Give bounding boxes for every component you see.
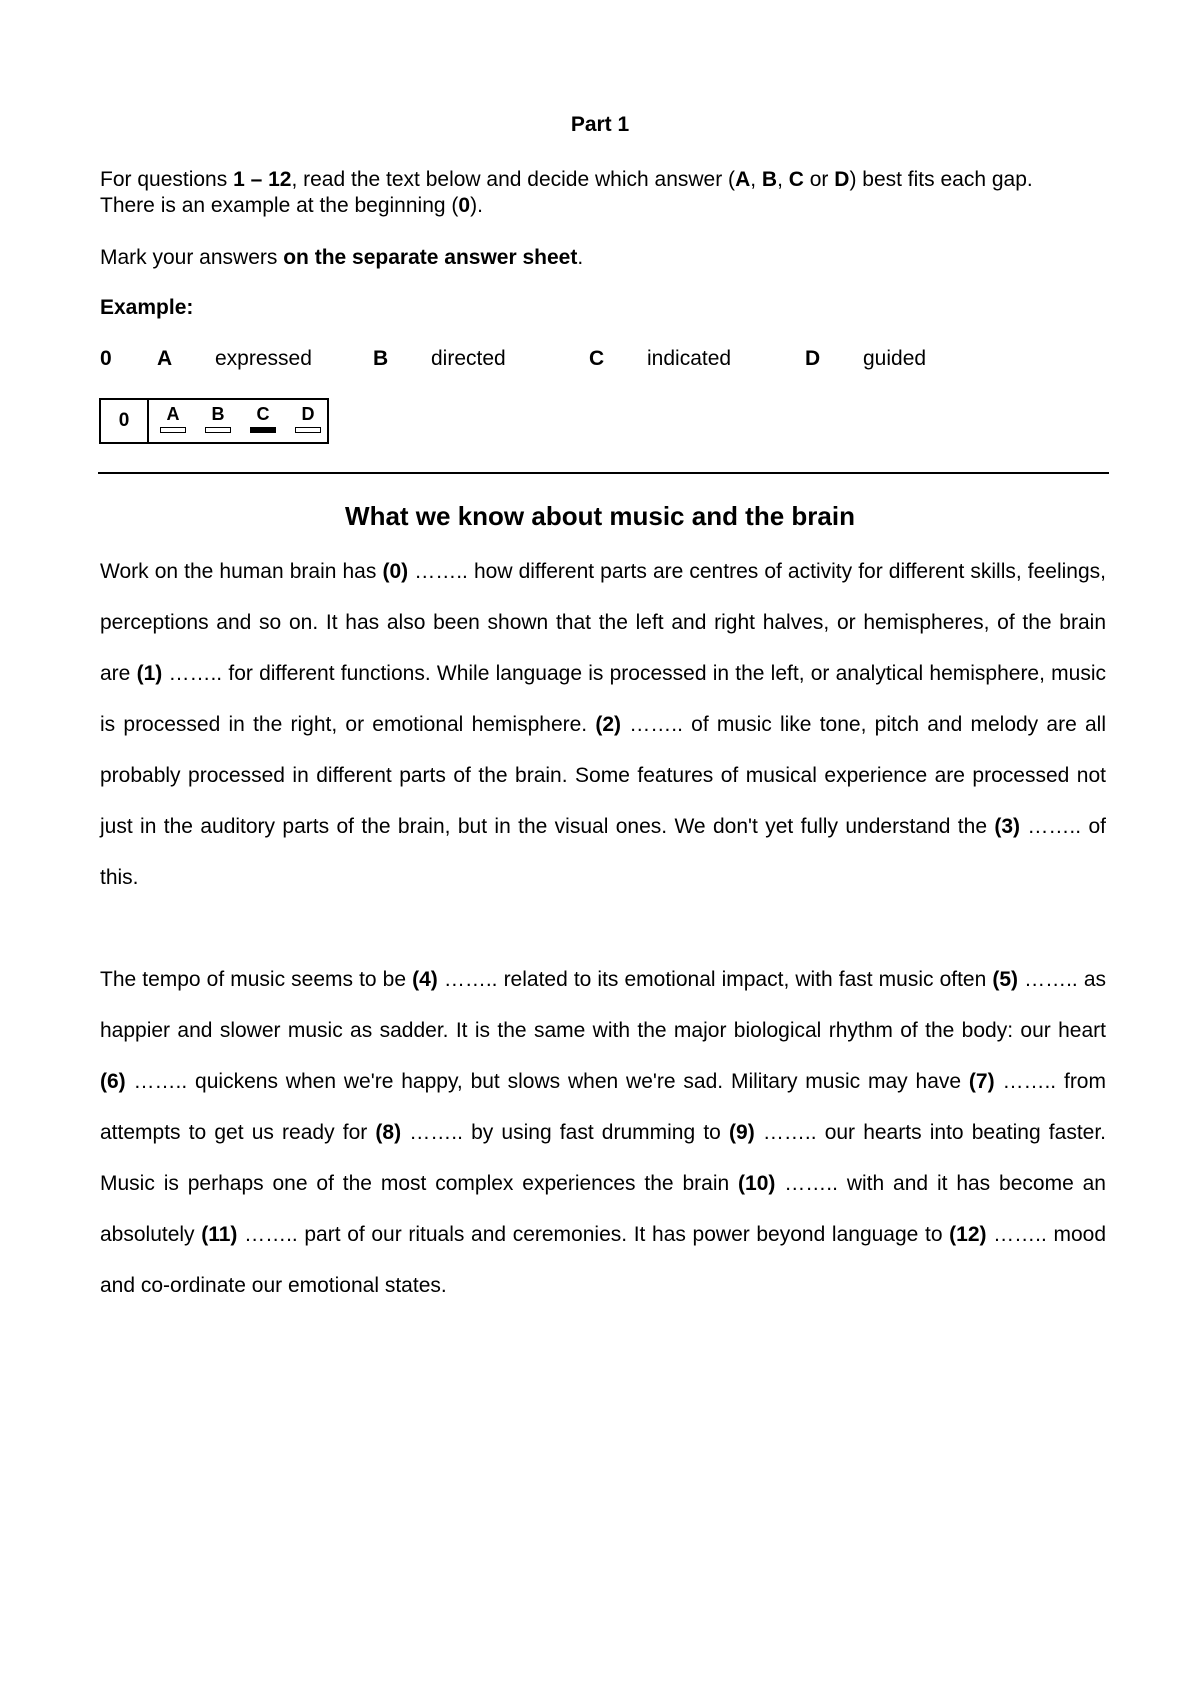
example-number: 0: [100, 347, 112, 370]
example-option-word: directed: [431, 347, 506, 370]
answer-lozenge: [295, 427, 321, 433]
answer-option-c: C: [249, 404, 277, 433]
instructions: For questions 1 – 12, read the text below and decide which answer (A, B, C or D) best fits each gap. There is an example at the beginning (0).: [100, 168, 1033, 217]
divider: [98, 472, 1109, 474]
article-paragraph-2: The tempo of music seems to be (4) …….. related to its emotional impact, with fast music often (5) …….. as happier and slower music as sadder. It is the same with the major biological rhythm of the body: our heart (6) …….. quickens when we're happy, but slows when we're sad. Military music may have (7) …….. from attempts to get us ready for (8) …….. by using fast drumming to (9) …….. our hearts into beating faster. Music is perhaps one of the most complex experiences the brain (10) …….. with and it has become an absolutely (11) …….. part of our rituals and ceremonies. It has power beyond language to (12) …….. mood and co-ordinate our emotional states.: [100, 968, 1107, 1297]
gap: ……..: [168, 662, 223, 685]
example-option-word: guided: [863, 347, 927, 370]
gap: ……..: [784, 1172, 838, 1195]
gap: ……..: [1002, 1070, 1057, 1093]
example-option-letter: D: [805, 347, 821, 370]
gap: ……..: [409, 1121, 463, 1144]
answer-option-d: D: [294, 404, 322, 433]
example-option-word: indicated: [647, 347, 732, 370]
example-option-letter: A: [157, 347, 173, 370]
gap: ……..: [133, 1070, 188, 1093]
gap: ……..: [629, 713, 683, 736]
part-title: Part 1: [570, 113, 630, 136]
answer-lozenge: [205, 427, 231, 433]
article-title: What we know about music and the brain: [345, 501, 855, 531]
article-paragraph-1: Work on the human brain has (0) …….. how different parts are centres of activity for different skills, feelings, perceptions and so on. It has also been shown that the left and right halves, or hemispheres, of the brain are (1) …….. for different functions. While language is processed in the left, or analytical hemisphere, music is processed in the right, or emotional hemisphere. (2) …….. of music like tone, pitch and melody are all probably processed in different parts of the brain. Some features of musical experience are processed not just in the auditory parts of the brain, but in the visual ones. We don't yet fully understand the (3) …….. of this.: [100, 560, 1107, 889]
answer-lozenge-selected: [250, 427, 276, 433]
gap: ……..: [1027, 815, 1082, 838]
answer-box-number: 0: [101, 400, 149, 442]
gap: ……..: [443, 968, 498, 991]
gap: ……..: [414, 560, 468, 583]
answer-option-a: A: [159, 404, 187, 433]
gap: ……..: [762, 1121, 817, 1144]
gap: ……..: [244, 1223, 298, 1246]
answer-option-b: B: [204, 404, 232, 433]
example-label: Example:: [100, 296, 194, 319]
gap: ……..: [993, 1223, 1047, 1246]
example-option-word: expressed: [215, 347, 312, 370]
example-option-letter: B: [373, 347, 389, 370]
gap: ……..: [1024, 968, 1078, 991]
mark-instruction: Mark your answers on the separate answer sheet.: [100, 246, 584, 269]
example-answer-box: [99, 398, 329, 444]
answer-lozenge: [160, 427, 186, 433]
example-option-letter: C: [589, 347, 605, 370]
